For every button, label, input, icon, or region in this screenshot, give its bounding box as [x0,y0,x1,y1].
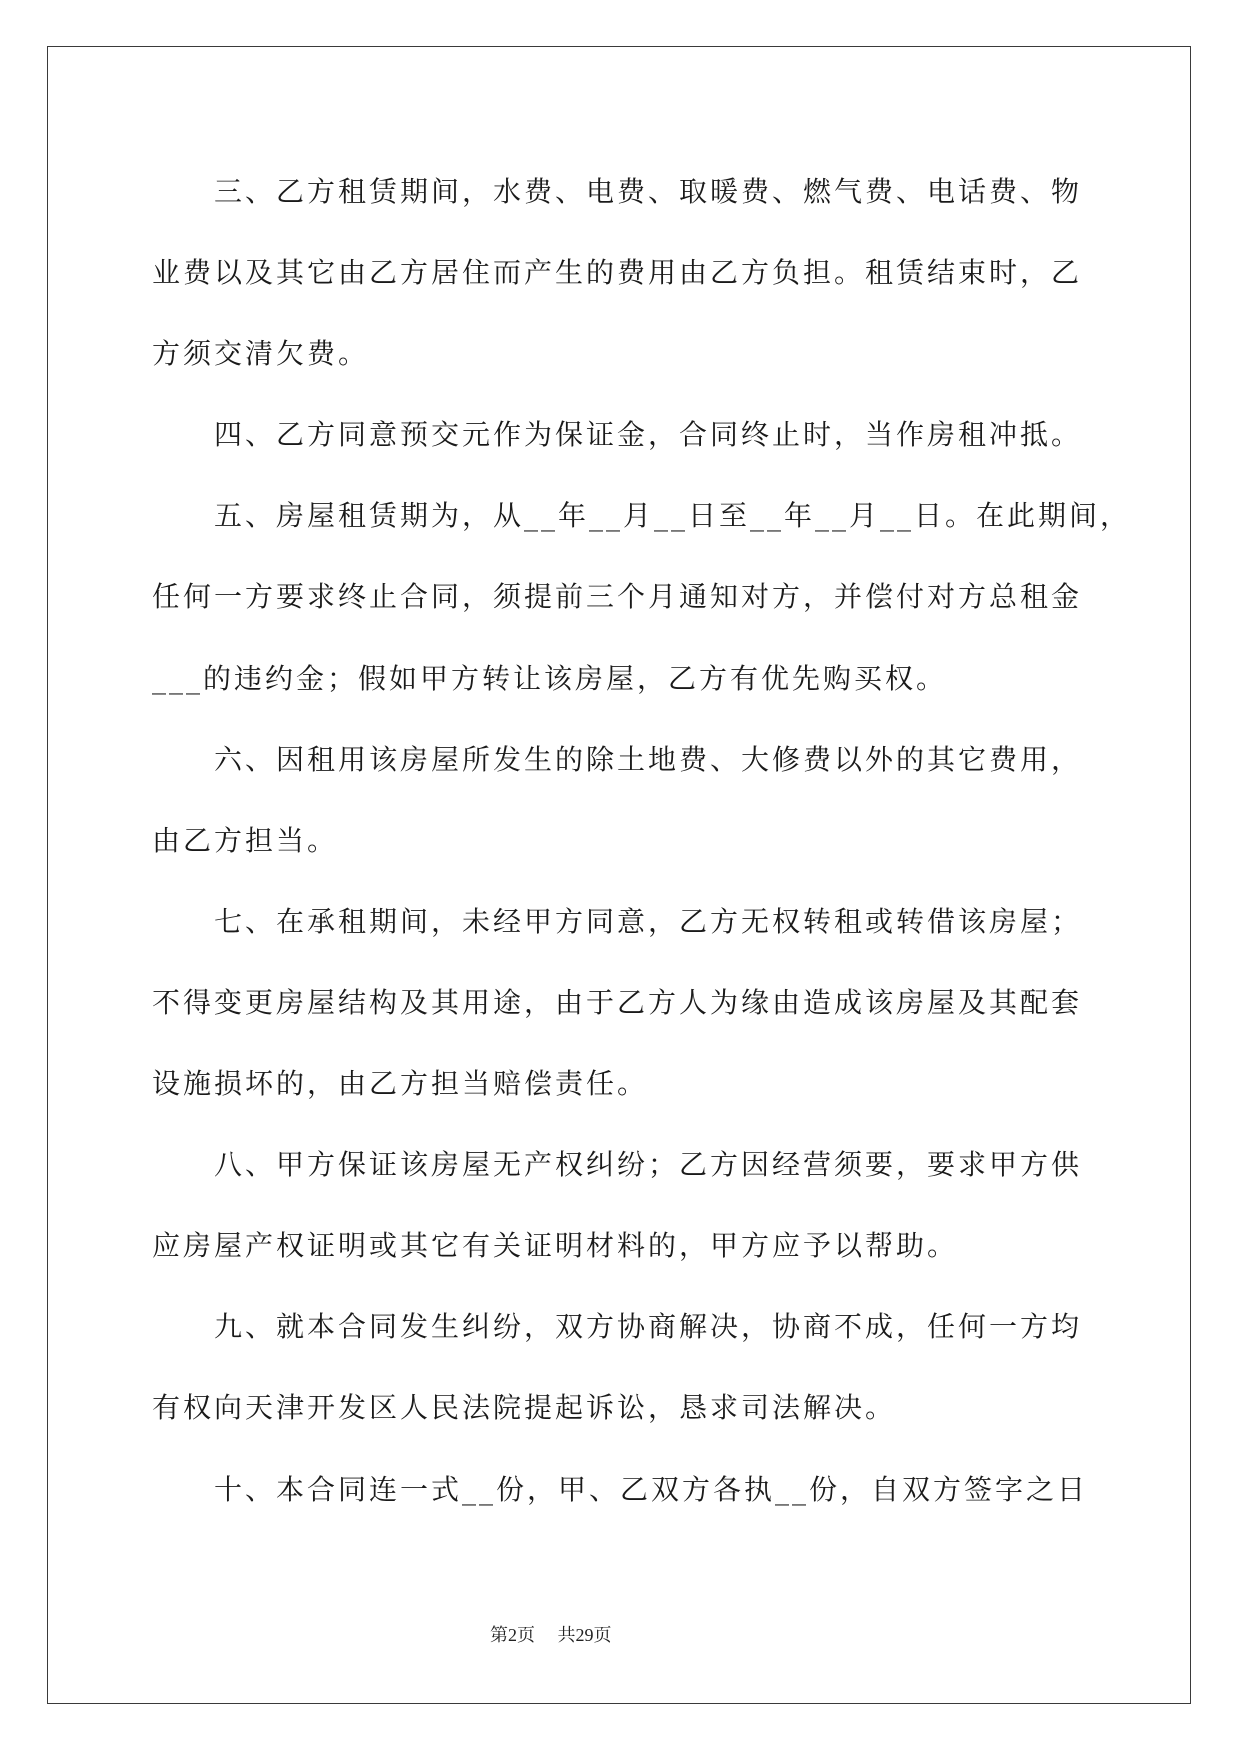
text-line: 十、本合同连一式__份，甲、乙双方各执__份，自双方签字之日 [214,1472,1089,1506]
paragraph-3 [152,151,1152,394]
text-line: 有权向天津开发区人民法院提起诉讼，恳求司法解决。 [152,1391,897,1425]
text-line: 七、在承租期间，未经甲方同意，乙方无权转租或转借该房屋； [214,904,1083,938]
paragraph-6 [152,719,1152,881]
text-line: 五、房屋租赁期为，从__年__月__日至__年__月__日。在此期间， [214,499,1132,533]
paragraph-8 [152,1124,1152,1286]
text-line: ___的违约金；假如甲方转让该房屋，乙方有优先购买权。 [152,661,948,695]
paragraph-4 [152,394,1152,475]
text-line: 任何一方要求终止合同，须提前三个月通知对方，并偿付对方总租金 [152,580,1083,614]
text-line: 方须交清欠费。 [152,337,370,371]
paragraph-5 [152,475,1152,718]
text-line: 设施损坏的，由乙方担当赔偿责任。 [152,1067,649,1101]
text-line: 不得变更房屋结构及其用途，由于乙方人为缘由造成该房屋及其配套 [152,985,1083,1019]
page-footer [490,1622,612,1648]
text-line: 九、就本合同发生纠纷，双方协商解决，协商不成，任何一方均 [214,1310,1083,1344]
text-line: 三、乙方租赁期间，水费、电费、取暖费、燃气费、电话费、物 [214,175,1083,208]
document-body [152,151,1152,1530]
text-line: 由乙方担当。 [152,823,339,857]
text-line: 应房屋产权证明或其它有关证明材料的，甲方应予以帮助。 [152,1229,959,1263]
page-total: 共29页 [557,1625,612,1645]
text-line: 六、因租用该房屋所发生的除土地费、大修费以外的其它费用， [214,742,1083,776]
paragraph-10 [152,1449,1152,1530]
text-line: 业费以及其它由乙方居住而产生的费用由乙方负担。租赁结束时，乙 [152,256,1083,290]
paragraph-9 [152,1286,1152,1448]
text-line: 四、乙方同意预交元作为保证金，合同终止时，当作房租冲抵。 [214,418,1083,452]
page-number: 第2页 [490,1625,535,1645]
text-line: 八、甲方保证该房屋无产权纠纷；乙方因经营须要，要求甲方供 [214,1148,1083,1182]
paragraph-7 [152,881,1152,1124]
